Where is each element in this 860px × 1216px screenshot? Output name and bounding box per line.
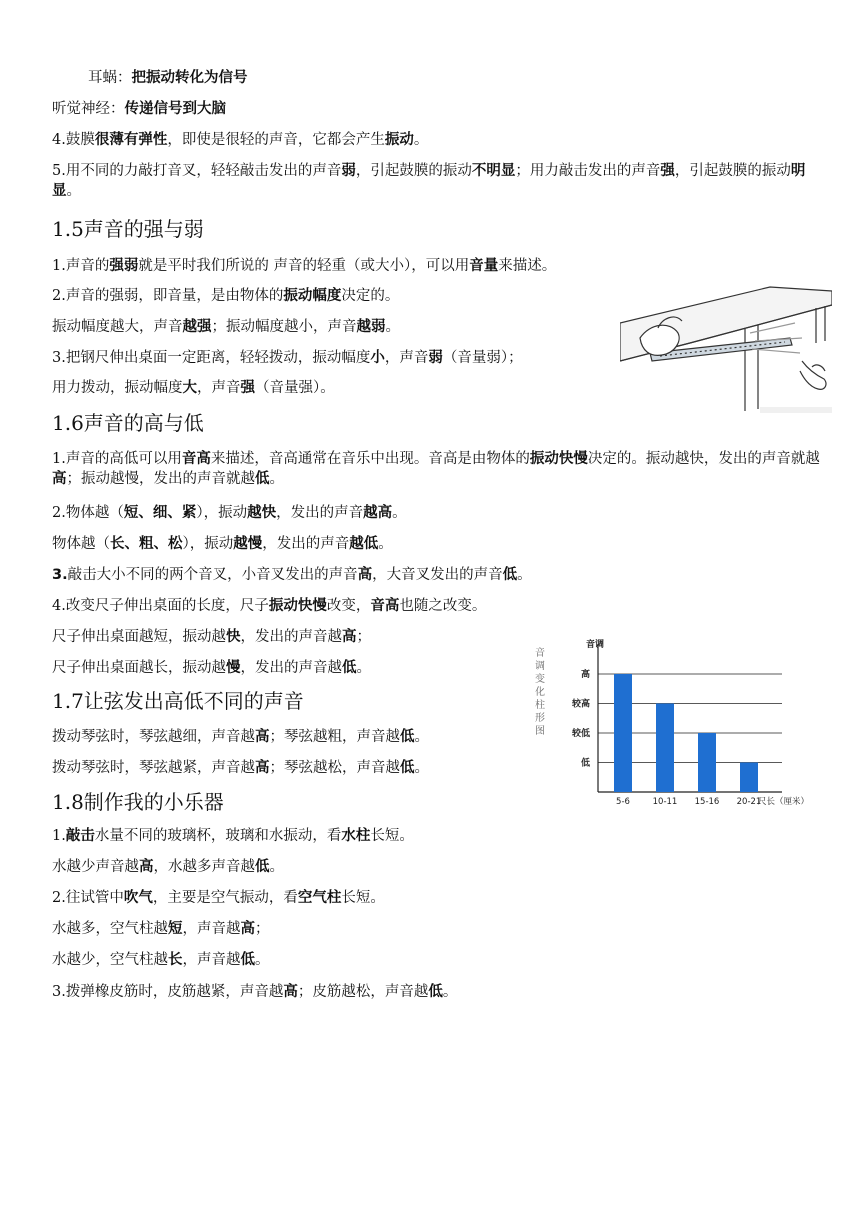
bold-text: 越慢	[233, 536, 263, 552]
x-tick-label: 15-16	[694, 797, 720, 807]
text-run: 来描述。	[498, 258, 557, 274]
text-paragraph	[52, 161, 822, 201]
bold-text: 传递信号到大脑	[124, 101, 226, 117]
text-run: ；用力敲击发出的声音	[515, 163, 661, 179]
text-run: 决定的。	[341, 288, 400, 304]
text-run: 。	[269, 859, 284, 875]
bar	[740, 763, 758, 793]
bold-text: 把振动转化为信号	[131, 70, 248, 86]
text-run: 4.改变尺子伸出桌面的长度，尺子	[52, 598, 269, 614]
text-run: 。	[378, 536, 393, 552]
y-tick-label: 低	[580, 758, 590, 769]
text-run: 1.声音的	[52, 258, 110, 274]
section-heading: 1.8制作我的小乐器	[52, 790, 224, 814]
text-run: ，发出的声音	[276, 505, 364, 521]
x-tick-label: 10-11	[652, 797, 678, 807]
text-run: 。	[442, 984, 458, 1000]
text-line	[52, 982, 457, 1002]
text-run: 。	[414, 760, 429, 776]
text-run: ），振动	[196, 505, 248, 521]
text-line	[52, 857, 284, 877]
text-run: 2.物体越（	[52, 505, 124, 521]
text-run: 1.	[52, 828, 66, 844]
text-run: 2.往试管中	[52, 890, 124, 906]
bold-text: 吹气	[123, 890, 153, 906]
text-line	[88, 68, 248, 88]
text-run: 3.把钢尺伸出桌面一定距离，轻轻拨动，振动幅度	[52, 350, 371, 366]
text-run: 敲击大小不同的两个音叉，小音叉发出的声音	[67, 567, 358, 583]
text-run: 听觉神经：	[52, 101, 125, 117]
text-line	[52, 727, 429, 747]
text-run: 5.用不同的力敲打音叉，轻轻敲击发出的声音	[52, 163, 342, 179]
chart-title: 音调变化柱形图	[535, 648, 545, 737]
bold-text: 高	[283, 984, 298, 1000]
bold-text: 音高	[370, 598, 400, 614]
text-run: 水越少，空气柱越	[52, 952, 168, 968]
text-run: 。	[356, 660, 371, 676]
bold-text: 高	[255, 729, 270, 745]
bold-text: 低	[428, 984, 443, 1000]
text-run: 尺子伸出桌面越长，振动越	[52, 660, 226, 676]
ruler-plucking-illustration	[620, 283, 832, 413]
bold-text: 高	[139, 859, 154, 875]
text-paragraph	[52, 449, 822, 489]
text-run: 1.声音的高低可以用	[52, 451, 182, 467]
text-run: 水量不同的玻璃杯，玻璃和水振动，看	[94, 828, 342, 844]
text-run: ；	[255, 921, 270, 937]
text-run: 用力拨动，振动幅度	[52, 380, 183, 396]
x-axis-label: 尺长（厘米）	[758, 797, 810, 807]
bold-text: 越高	[363, 505, 393, 521]
text-line	[52, 919, 270, 939]
text-run: ；琴弦越松，声音越	[269, 760, 400, 776]
text-run: 水越少声音越	[52, 859, 139, 875]
text-line	[52, 348, 523, 368]
y-tick-label: 较高	[571, 699, 590, 710]
text-run: ，引起鼓膜的振动	[355, 163, 472, 179]
bold-text: 低	[400, 760, 415, 776]
bold-text: 3.	[52, 567, 68, 583]
bold-text: 越快	[247, 505, 277, 521]
text-run: ），振动	[182, 536, 234, 552]
bold-text: 低	[342, 660, 357, 676]
bold-text: 水柱	[341, 828, 371, 844]
text-line	[52, 503, 407, 523]
text-run: 4.鼓膜	[52, 132, 95, 148]
bold-text: 高	[240, 921, 255, 937]
bold-text: 快	[226, 629, 241, 645]
text-line	[52, 130, 428, 150]
bold-text: 短、细、紧	[123, 505, 197, 521]
text-run: 。	[392, 505, 407, 521]
text-run: （音量弱）；	[442, 350, 523, 366]
text-line	[52, 256, 556, 276]
text-run: 拨动琴弦时，琴弦越细，声音越	[52, 729, 255, 745]
text-run: 。	[255, 952, 270, 968]
bold-text: 低	[502, 567, 518, 583]
text-run: ，发出的声音越	[240, 629, 342, 645]
text-line	[52, 596, 486, 616]
text-line	[52, 534, 393, 554]
text-line	[52, 627, 371, 647]
bold-text: 低	[400, 729, 415, 745]
text-run: 来描述，音高通常在音乐中出现。音高是由物体的	[210, 451, 530, 467]
text-line	[52, 378, 335, 398]
bold-text: 弱	[428, 350, 443, 366]
bold-text: 强	[660, 163, 675, 179]
bold-text: 振动快慢	[529, 451, 588, 467]
text-line	[52, 888, 385, 908]
y-tick-label: 高	[580, 670, 590, 680]
text-run: 决定的。振动越快，发出的声音就越	[587, 451, 820, 467]
text-run: 拨动琴弦时，琴弦越紧，声音越	[52, 760, 255, 776]
text-run: ，主要是空气振动，看	[152, 890, 298, 906]
bold-text: 长、粗、松	[110, 536, 183, 552]
bold-text: 低	[255, 859, 270, 875]
bold-text: 明显	[52, 163, 806, 199]
text-run: 。	[269, 471, 284, 487]
bold-text: 长	[168, 952, 183, 968]
text-run: 长短。	[341, 890, 385, 906]
text-run: 也随之改变。	[399, 598, 487, 614]
bold-text: 小	[370, 350, 385, 366]
text-run: ，即使是很轻的声音，它都会产生	[167, 132, 385, 148]
text-run: ，声音越	[182, 921, 241, 937]
text-run: ，声音越	[182, 952, 241, 968]
text-run: ，水越多声音越	[153, 859, 255, 875]
section-heading: 1.5声音的强与弱	[52, 217, 204, 241]
text-run: 物体越（	[52, 536, 110, 552]
bold-text: 敲击	[65, 828, 95, 844]
bar	[614, 674, 632, 792]
text-line	[52, 286, 399, 306]
bold-text: 强	[240, 380, 255, 396]
text-run: 。	[413, 132, 429, 148]
bar	[698, 733, 716, 792]
text-run: ，大音叉发出的声音	[372, 567, 503, 583]
text-run: 。	[517, 567, 532, 583]
bold-text: 音量	[469, 258, 499, 274]
bold-text: 越弱	[356, 319, 386, 335]
text-run: ，声音	[384, 350, 429, 366]
bold-text: 高	[342, 629, 357, 645]
text-run: ，引起鼓膜的振动	[674, 163, 791, 179]
bold-text: 越强	[182, 319, 212, 335]
text-run: 长短。	[370, 828, 414, 844]
pitch-bar-chart	[524, 634, 814, 810]
text-line	[52, 826, 414, 846]
text-line	[52, 317, 400, 337]
text-run: 耳蜗：	[88, 70, 132, 86]
text-run: 。	[66, 183, 81, 199]
text-run: 振动幅度越大，声音	[52, 319, 183, 335]
text-run: 。	[414, 729, 429, 745]
y-tick-label: 较低	[571, 729, 590, 739]
bold-text: 振动	[384, 132, 414, 148]
text-run: ，发出的声音越	[240, 660, 342, 676]
text-run: ，声音	[197, 380, 241, 396]
text-run: 。	[385, 319, 400, 335]
bold-text: 振动幅度	[283, 288, 342, 304]
bold-text: 短	[168, 921, 183, 937]
text-run: ，发出的声音	[262, 536, 350, 552]
bold-text: 很薄有弹性	[94, 132, 168, 148]
bold-text: 音高	[181, 451, 211, 467]
bold-text: 高	[255, 760, 270, 776]
x-tick-label: 20-21	[736, 797, 762, 807]
text-run: 3.拨弹橡皮筋时，皮筋越紧，声音越	[52, 984, 284, 1000]
text-line	[52, 565, 532, 585]
section-heading: 1.6声音的高与低	[52, 411, 204, 435]
bold-text: 越低	[349, 536, 379, 552]
text-run: 尺子伸出桌面越短，振动越	[52, 629, 226, 645]
text-line	[52, 99, 226, 119]
bold-text: 振动快慢	[268, 598, 327, 614]
text-run: ；皮筋越松，声音越	[297, 984, 429, 1000]
text-run: 2.声音的强弱，即音量，是由物体的	[52, 288, 284, 304]
bold-text: 低	[240, 952, 255, 968]
text-run: 就是平时我们所说的 声音的轻重（或大小），可以用	[138, 258, 470, 274]
text-line	[52, 950, 270, 970]
bold-text: 慢	[226, 660, 241, 676]
text-run: 水越多，空气柱越	[52, 921, 168, 937]
text-run: ；振动幅度越小，声音	[211, 319, 357, 335]
text-run: ；	[356, 629, 371, 645]
bold-text: 弱	[341, 163, 356, 179]
x-tick-label: 5-6	[616, 797, 630, 807]
bold-text: 空气柱	[297, 890, 342, 906]
text-run: ；琴弦越粗，声音越	[269, 729, 400, 745]
text-line	[52, 758, 429, 778]
text-run: 改变，	[326, 598, 371, 614]
bold-text: 高	[357, 567, 373, 583]
text-line	[52, 658, 371, 678]
bold-text: 高	[52, 471, 67, 487]
text-run: ；振动越慢，发出的声音就越	[66, 471, 255, 487]
bold-text: 低	[255, 471, 270, 487]
bold-text: 不明显	[471, 163, 516, 179]
text-run: （音量强）。	[255, 380, 335, 396]
y-axis-label: 音调	[586, 640, 605, 650]
bar	[656, 704, 674, 793]
bold-text: 强弱	[109, 258, 139, 274]
bold-text: 大	[182, 380, 197, 396]
section-heading: 1.7让弦发出高低不同的声音	[52, 689, 304, 713]
